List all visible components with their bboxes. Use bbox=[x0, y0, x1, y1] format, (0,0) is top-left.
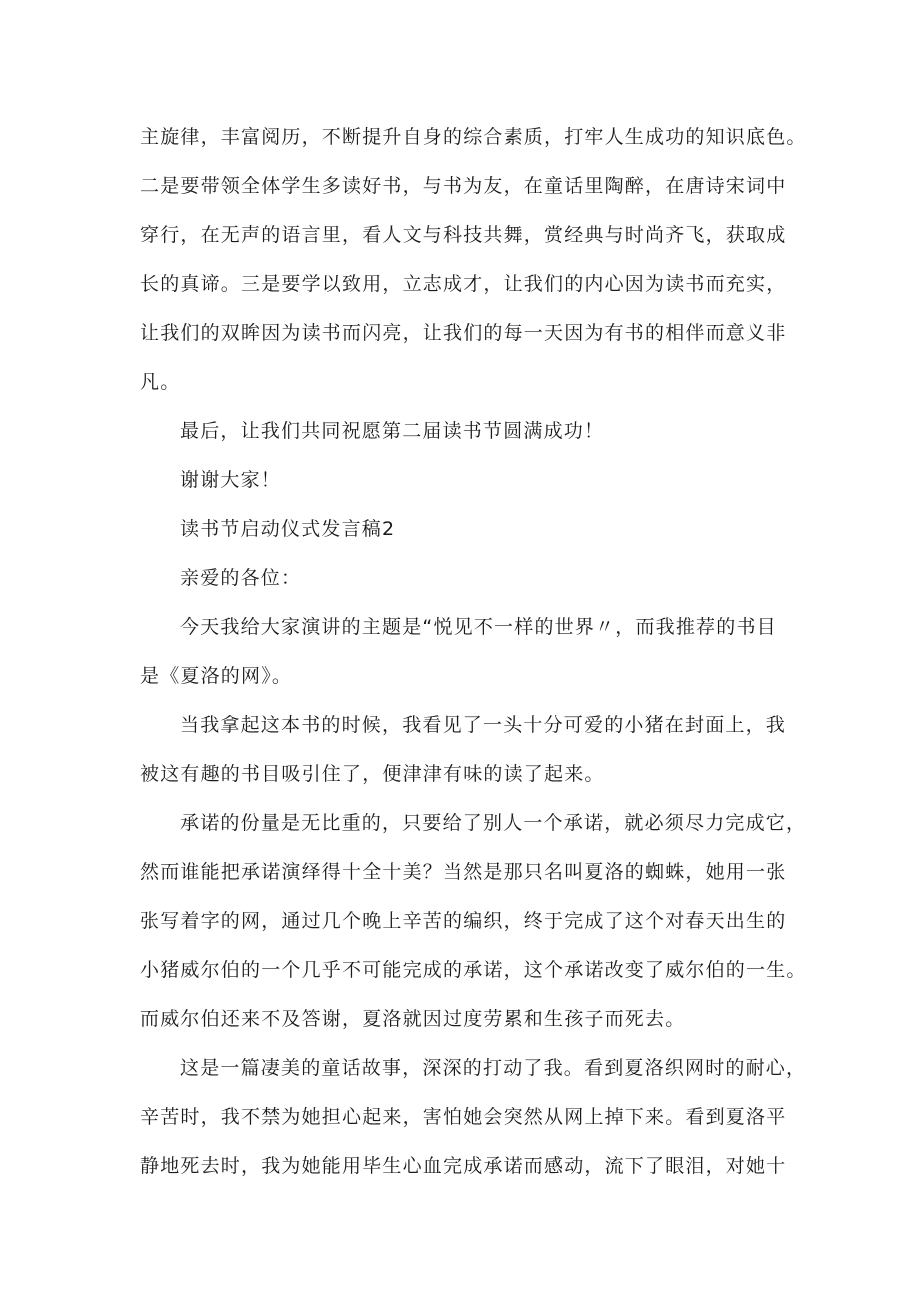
text-line: 凡。 bbox=[140, 371, 181, 393]
text-line: 被这有趣的书目吸引住了，便津津有味的读了起来。 bbox=[140, 763, 605, 785]
text-line: 是《夏洛的网》。 bbox=[140, 665, 293, 687]
text-line: 长的真谛。三是要学以致用，立志成才，让我们的内心因为读书而充实， bbox=[140, 273, 787, 295]
text-line: 让我们的双眸因为读书而闪亮，让我们的每一天因为有书的相伴而意义非 bbox=[140, 322, 787, 344]
text-line: 然而谁能把承诺演绎得十全十美？当然是那只名叫夏洛的蜘蛛，她用一张 bbox=[140, 861, 787, 883]
text-line: 穿行，在无声的语言里，看人文与科技共舞，赏经典与时尚齐飞，获取成 bbox=[140, 224, 787, 246]
text-line: 这是一篇凄美的童话故事，深深的打动了我。看到夏洛织网时的耐心， bbox=[180, 1057, 807, 1079]
section-heading: 读书节启动仪式发言稿2 bbox=[180, 518, 396, 540]
salutation: 亲爱的各位： bbox=[180, 567, 302, 589]
text-line: 张写着字的网，通过几个晚上辛苦的编织，终于完成了这个对春天出生的 bbox=[140, 910, 787, 932]
text-line: 承诺的份量是无比重的，只要给了别人一个承诺，就必须尽力完成它， bbox=[180, 812, 807, 834]
text-line: 最后，让我们共同祝愿第二届读书节圆满成功！ bbox=[180, 420, 605, 442]
text-line: 辛苦时，我不禁为她担心起来，害怕她会突然从网上掉下来。看到夏洛平 bbox=[140, 1106, 787, 1128]
text-line: 谢谢大家！ bbox=[180, 469, 282, 491]
text-line: 当我拿起这本书的时候，我看见了一头十分可爱的小猪在封面上，我 bbox=[180, 714, 787, 736]
text-line: 二是要带领全体学生多读好书，与书为友，在童话里陶醉，在唐诗宋词中 bbox=[140, 175, 787, 197]
text-line: 而威尔伯还来不及答谢，夏洛就因过度劳累和生孩子而死去。 bbox=[140, 1008, 686, 1030]
text-line: 主旋律，丰富阅历，不断提升自身的综合素质，打牢人生成功的知识底色。 bbox=[140, 126, 807, 148]
text-line: 静地死去时，我为她能用毕生心血完成承诺而感动，流下了眼泪，对她十 bbox=[140, 1155, 787, 1177]
text-line: 小猪威尔伯的一个几乎不可能完成的承诺，这个承诺改变了威尔伯的一生。 bbox=[140, 959, 807, 981]
text-line: 今天我给大家演讲的主题是“悦见不一样的世界〃，而我推荐的书目 bbox=[180, 616, 777, 638]
